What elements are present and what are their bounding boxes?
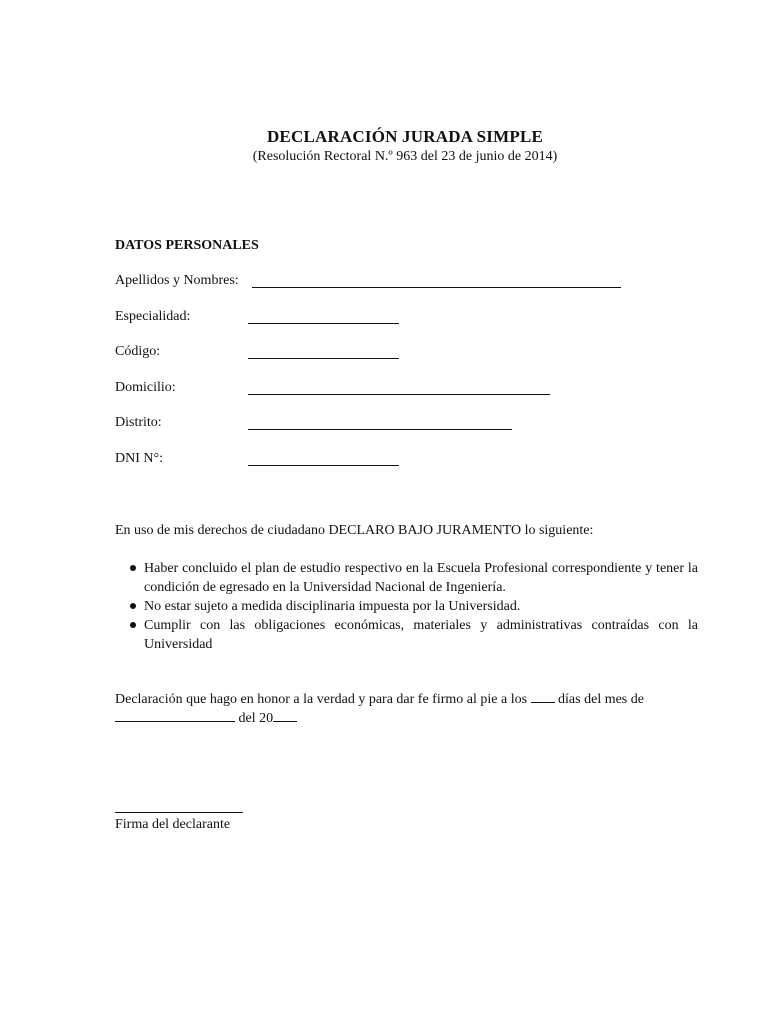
signature-line[interactable] bbox=[115, 812, 243, 813]
month-blank-line[interactable] bbox=[115, 709, 235, 722]
dni-blank-line[interactable] bbox=[248, 465, 399, 466]
field-codigo bbox=[115, 344, 405, 364]
field-label: Código: bbox=[115, 344, 161, 359]
list-item bbox=[128, 616, 698, 654]
distrito-blank-line[interactable] bbox=[248, 429, 512, 430]
document-title: DECLARACIÓN JURADA SIMPLE bbox=[266, 127, 544, 146]
list-item bbox=[128, 559, 698, 597]
closing-text-1: Declaración que hago en honor a la verdad y para dar fe firmo al pie a los bbox=[115, 692, 528, 707]
list-item bbox=[128, 597, 698, 616]
bullet-icon bbox=[130, 603, 136, 609]
bullet-icon bbox=[130, 565, 136, 571]
signature-label: Firma del declarante bbox=[115, 817, 231, 832]
closing-text-2: días del mes de bbox=[558, 692, 644, 707]
field-label: Apellidos y Nombres: bbox=[115, 273, 239, 288]
list-item-text: Haber concluido el plan de estudio respectivo en la Escuela Profesional correspondiente y tener la condición de egresado en la Universidad Nacional de Ingeniería. bbox=[144, 561, 698, 595]
declaration-intro: En uso de mis derechos de ciudadano DECLARO BAJO JURAMENTO lo siguiente: bbox=[115, 523, 594, 538]
codigo-blank-line[interactable] bbox=[248, 358, 399, 359]
document-subtitle: (Resolución Rectoral N.º 963 del 23 de junio de 2014) bbox=[252, 149, 558, 164]
closing-text-3: del 20 bbox=[238, 711, 274, 726]
bullet-icon bbox=[130, 622, 136, 628]
field-distrito bbox=[115, 415, 515, 435]
field-apellidos-nombres bbox=[115, 273, 625, 293]
field-label: Especialidad: bbox=[115, 309, 191, 324]
year-blank-line[interactable] bbox=[273, 709, 297, 722]
field-label: Domicilio: bbox=[115, 380, 176, 395]
field-label: Distrito: bbox=[115, 415, 162, 430]
list-item-text: No estar sujeto a medida disciplinaria impuesta por la Universidad. bbox=[144, 599, 521, 614]
section-heading-personal-data: DATOS PERSONALES bbox=[115, 238, 259, 253]
closing-statement bbox=[115, 690, 697, 728]
especialidad-blank-line[interactable] bbox=[248, 323, 399, 324]
days-blank-line[interactable] bbox=[531, 690, 555, 703]
domicilio-blank-line[interactable] bbox=[248, 394, 550, 395]
apellidos-nombres-blank-line[interactable] bbox=[252, 287, 621, 288]
list-item-text: Cumplir con las obligaciones económicas, materiales y administrativas contraídas con la Universidad bbox=[144, 618, 698, 652]
field-especialidad bbox=[115, 309, 405, 329]
field-label: DNI N°: bbox=[115, 451, 163, 466]
field-dni bbox=[115, 451, 405, 471]
declaration-list bbox=[128, 559, 698, 654]
field-domicilio bbox=[115, 380, 555, 400]
